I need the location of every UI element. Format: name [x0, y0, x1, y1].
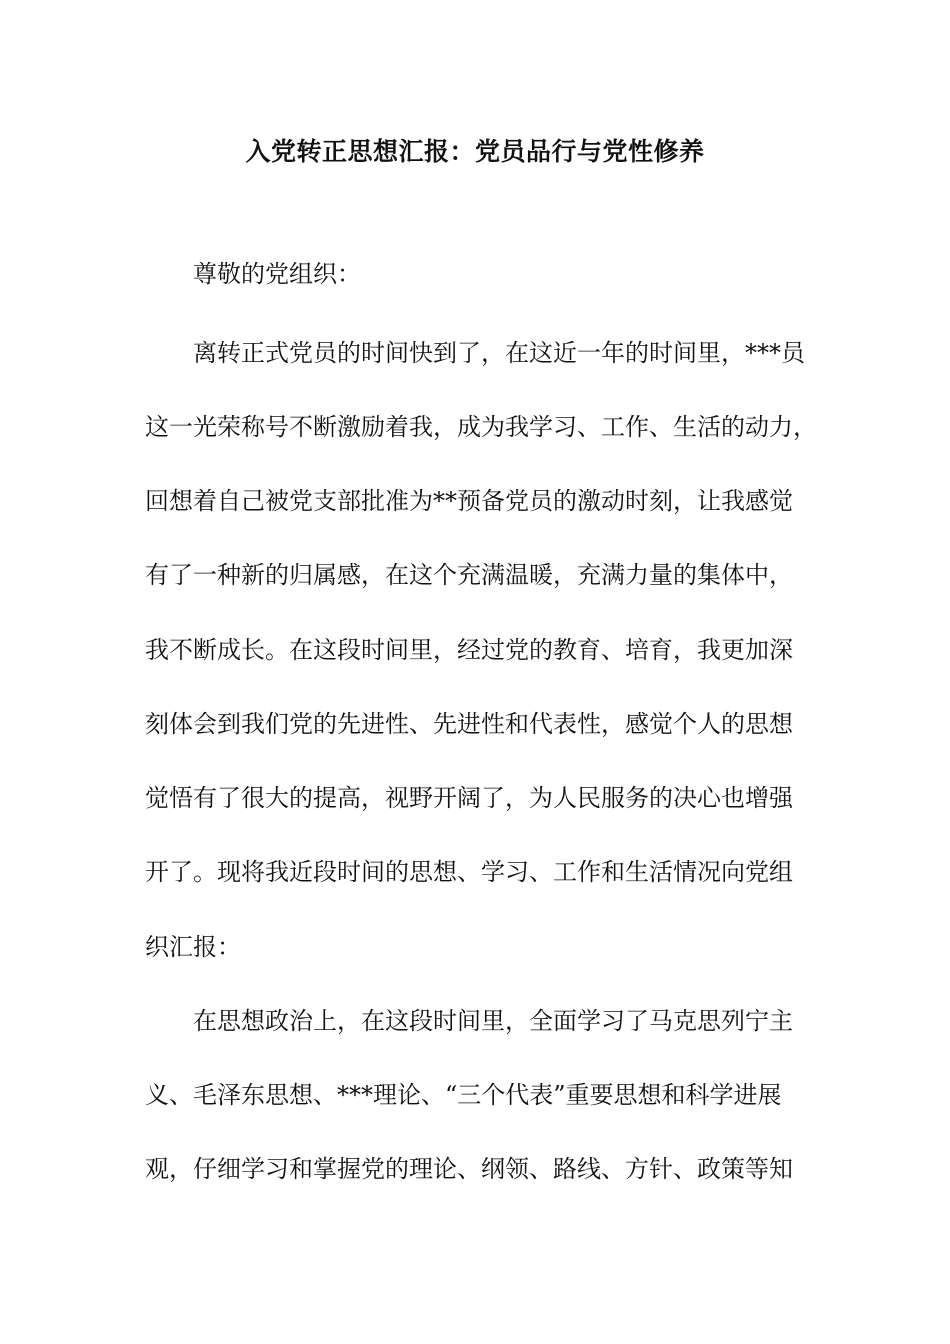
paragraph-line: 有了一种新的归属感，在这个充满温暖，充满力量的集体中，	[145, 561, 793, 589]
paragraph-line: 开了。现将我近段时间的思想、学习、工作和生活情况向党组	[145, 858, 793, 886]
paragraph-line: 在思想政治上，在这段时间里，全面学习了马克思列宁主	[193, 1007, 793, 1035]
paragraph-line: 义、毛泽东思想、***理论、“三个代表”重要思想和科学进展	[145, 1081, 782, 1109]
paragraph-line: 觉悟有了很大的提高，视野开阔了，为人民服务的决心也增强	[145, 784, 793, 812]
paragraph-line: 我不断成长。在这段时间里，经过党的教育、培育，我更加深	[145, 636, 793, 664]
document-title: 入党转正思想汇报：党员品行与党性修养	[245, 137, 705, 166]
paragraph-line: 这一光荣称号不断激励着我，成为我学习、工作、生活的动力，	[145, 413, 817, 441]
greeting: 尊敬的党组织：	[193, 260, 361, 288]
paragraph-line: 刻体会到我们党的先进性、先进性和代表性，感觉个人的思想	[145, 710, 793, 738]
paragraph-line: 观，仔细学习和掌握党的理论、纲领、路线、方针、政策等知	[145, 1155, 793, 1183]
paragraph-line: 离转正式党员的时间快到了，在这近一年的时间里，***员	[193, 339, 805, 367]
paragraph-line: 织汇报：	[145, 933, 241, 961]
paragraph-line: 回想着自己被党支部批准为**预备党员的激动时刻，让我感觉	[145, 487, 793, 515]
